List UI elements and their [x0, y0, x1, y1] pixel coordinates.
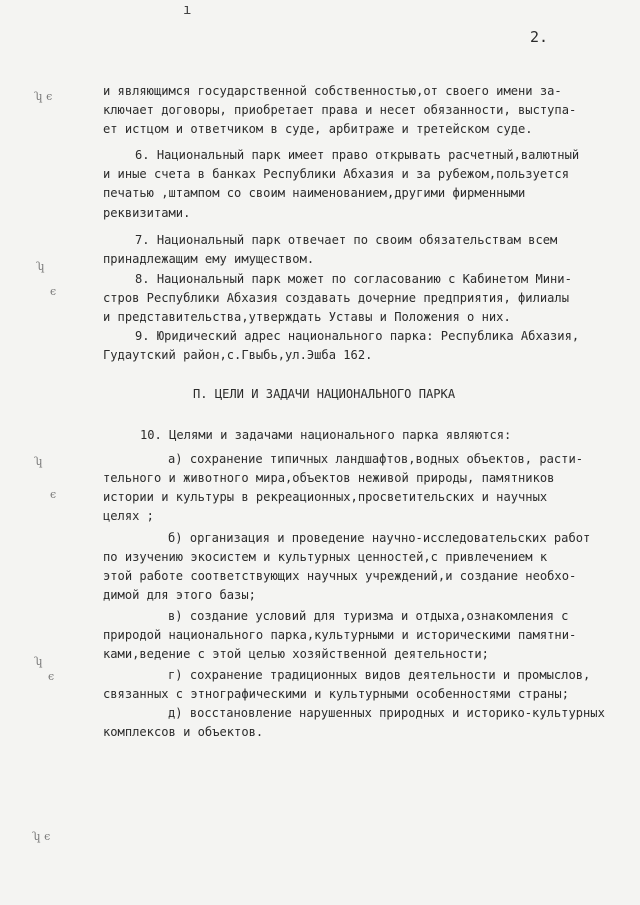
margin-hole-mark: ϵ [48, 670, 55, 683]
text-line: принадлежащим ему имуществом. [103, 252, 315, 266]
text-line: в) создание условий для туризма и отдыха,ознакомления с [168, 609, 569, 623]
text-line: реквизитами. [103, 206, 191, 220]
text-line: связанных с этнографическими и культурными особенностями страны; [103, 687, 569, 701]
text-line: 8. Национальный парк может по согласованию с Кабинетом Мини- [135, 272, 572, 286]
text-line: печатью ,штампом со своим наименованием,другими фирменными [103, 186, 526, 200]
text-line: и иные счета в банках Республики Абхазия и за рубежом,пользуется [103, 167, 569, 181]
text-line: и представительства,утверждать Уставы и Положения о них. [103, 310, 511, 324]
text-line: этой работе соответствующих научных учреждений,и создание необхо- [103, 569, 577, 583]
text-line: истории и культуры в рекреационных,просветительских и научных [103, 490, 548, 504]
top-tick-mark: ı [183, 2, 192, 18]
text-line: 7. Национальный парк отвечает по своим обязательствам всем [135, 233, 558, 247]
text-line: природой национального парка,культурными и историческими памятни- [103, 628, 577, 642]
text-line: комплексов и объектов. [103, 725, 264, 739]
text-line: тельного и животного мира,объектов неживой природы, памятников [103, 471, 555, 485]
text-line: целях ; [103, 509, 154, 523]
page-number: 2. [530, 28, 549, 46]
text-line: стров Республики Абхазия создавать дочерние предприятия, филиалы [103, 291, 569, 305]
text-line: 10. Целями и задачами национального парка являются: [140, 428, 512, 442]
margin-hole-mark: ʮ ϵ [34, 90, 53, 103]
margin-hole-mark: ʮ [36, 260, 45, 273]
text-line: 6. Национальный парк имеет право открывать расчетный,валютный [135, 148, 580, 162]
margin-hole-mark: ϵ [50, 488, 57, 501]
margin-hole-mark: ϵ [50, 285, 57, 298]
text-line: ключает договоры, приобретает права и несет обязанности, выступа- [103, 103, 577, 117]
text-line: г) сохранение традиционных видов деятельности и промыслов, [168, 668, 591, 682]
text-line: б) организация и проведение научно-исследовательских работ [168, 531, 591, 545]
text-line: димой для этого базы; [103, 588, 256, 602]
text-line: д) восстановление нарушенных природных и историко-культурных [168, 706, 605, 720]
section-heading: П. ЦЕЛИ И ЗАДАЧИ НАЦИОНАЛЬНОГО ПАРКА [193, 387, 456, 401]
text-line: ет истцом и ответчиком в суде, арбитраже и третейском суде. [103, 122, 533, 136]
text-line: и являющимся государственной собственностью,от своего имени за- [103, 84, 562, 98]
text-line: по изучению экосистем и культурных ценностей,с привлечением к [103, 550, 548, 564]
text-line: ками,ведение с этой целью хозяйственной деятельности; [103, 647, 489, 661]
text-line: 9. Юридический адрес национального парка: Республика Абхазия, [135, 329, 580, 343]
margin-hole-mark: ʮ [34, 655, 43, 668]
text-line: а) сохранение типичных ландшафтов,водных объектов, расти- [168, 452, 584, 466]
margin-hole-mark: ʮ [34, 455, 43, 468]
margin-hole-mark: ʮ ϵ [32, 830, 51, 843]
text-line: Гудаутский район,с.Гвыбь,ул.Эшба 162. [103, 348, 373, 362]
